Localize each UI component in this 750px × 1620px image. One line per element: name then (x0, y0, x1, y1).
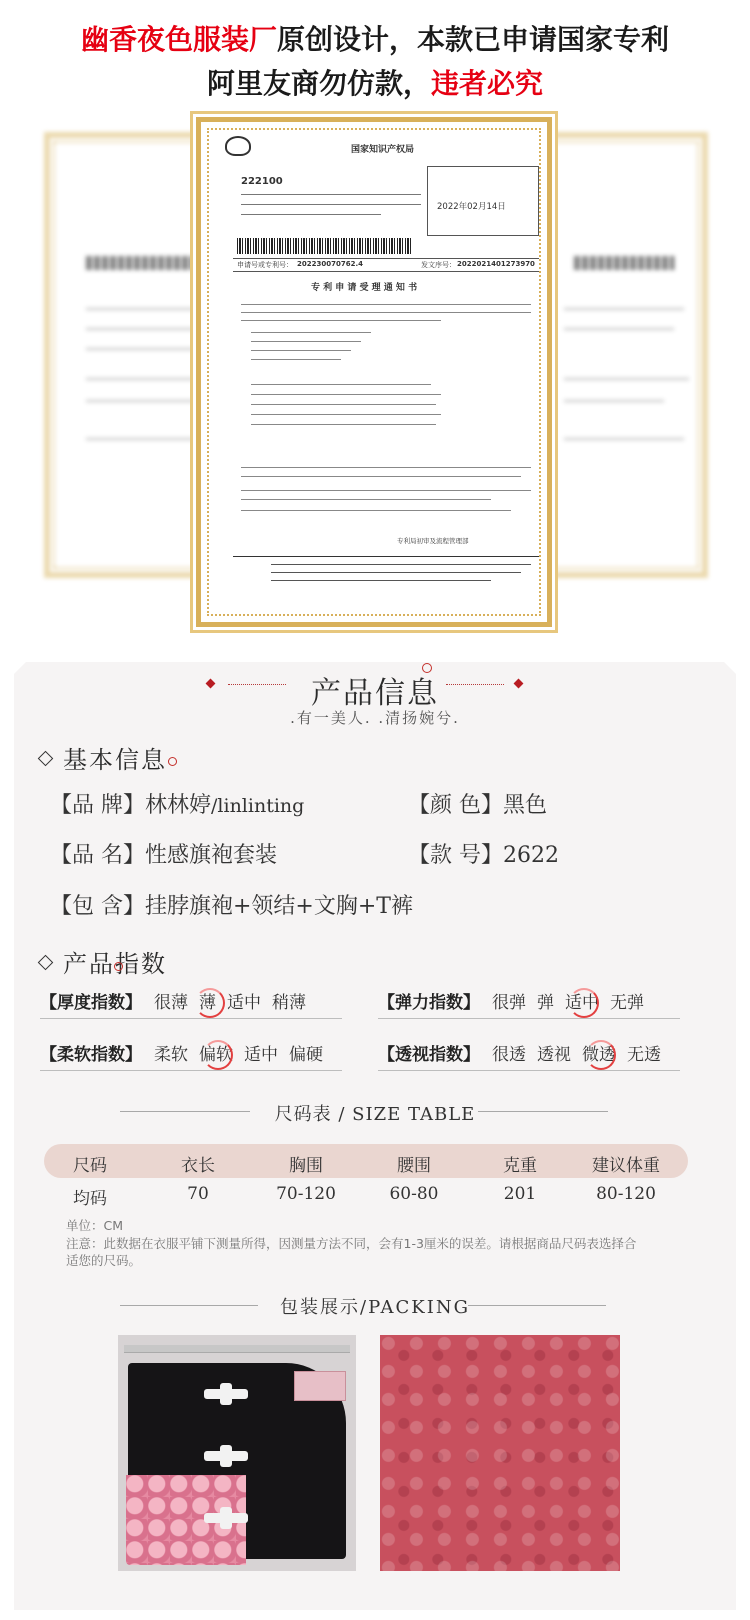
frog-button-icon (204, 1451, 248, 1461)
cniipa-logo-icon (225, 136, 251, 156)
td-length: 70 (187, 1184, 209, 1204)
index-softness (40, 1040, 334, 1065)
index-option: 很透 (492, 1045, 526, 1065)
header-line-2 (0, 62, 750, 102)
td-weight: 201 (503, 1184, 537, 1204)
brand-tag (294, 1371, 346, 1401)
product-info-title: 产品信息 (311, 676, 439, 711)
index-option: 偏硬 (289, 1045, 323, 1065)
heading-circle-deco (168, 757, 177, 766)
index-option-selected: 微透 (582, 1040, 616, 1065)
index-option-selected: 适中 (565, 988, 599, 1013)
factory-name: 幽香夜色服装厂 (80, 23, 277, 56)
app-no: 202230070762.4 (297, 260, 363, 268)
index-label: 【厚度指数】 (40, 993, 142, 1013)
header-line-1 (0, 18, 750, 58)
index-option: 很弹 (492, 993, 526, 1013)
index-option: 透视 (537, 1045, 571, 1065)
frog-button-icon (204, 1513, 248, 1523)
contents-row: 【包 含】挂脖旗袍+领结+文胸+T裤 (50, 894, 413, 919)
dept-name: 专利局初审及流程管理部 (397, 537, 469, 545)
header-line-2-text: 阿里友商勿仿款， (206, 67, 431, 100)
notice-no: 2022021401273970 (457, 260, 535, 268)
td-waist: 60-80 (389, 1184, 439, 1204)
index-option-selected: 薄 (199, 988, 216, 1013)
index-option: 柔软 (154, 1045, 188, 1065)
packing-photo-pink (380, 1335, 620, 1571)
td-size: 均码 (73, 1189, 107, 1209)
packing-title: 包装展示/PACKING (280, 1297, 470, 1318)
th-waist: 腰围 (397, 1156, 431, 1176)
style-no-row: 【款 号】2622 (408, 843, 559, 868)
brand-row: 【品 牌】林林婷/linlinting (50, 793, 305, 818)
certificate-right-blurred (528, 132, 708, 578)
title-circle-deco (422, 663, 432, 673)
index-option: 稍薄 (272, 993, 306, 1013)
index-option: 很薄 (154, 993, 188, 1013)
index-option: 弹 (537, 993, 554, 1013)
postcode: 222100 (241, 176, 283, 187)
index-option: 适中 (244, 1045, 278, 1065)
diamond-bullet-icon (38, 751, 54, 767)
notice-no-label: 发文序号： (421, 261, 456, 269)
index-label: 【弹力指数】 (378, 993, 480, 1013)
agency-name: 国家知识产权局 (351, 145, 415, 155)
product-info-subtitle: .有一美人. .清扬婉兮. (290, 709, 460, 727)
size-unit: 单位：CM (66, 1218, 124, 1233)
index-option: 无弹 (610, 993, 644, 1013)
index-thickness (40, 988, 317, 1013)
index-option: 无透 (627, 1045, 661, 1065)
name-row: 【品 名】性感旗袍套装 (50, 843, 278, 868)
size-note: 注意：此数据在衣服平铺下测量所得，因测量方法不同，会有1-3厘米的误差。请根据商品尺码表选择合适您的尺码。 (66, 1236, 637, 1268)
index-option-selected: 偏软 (199, 1040, 233, 1065)
product-index-heading: 产品指数 (40, 944, 167, 979)
patent-certificate (196, 117, 552, 627)
th-suggested-weight: 建议体重 (592, 1156, 660, 1176)
color-row: 【颜 色】黑色 (408, 793, 548, 818)
th-weight: 克重 (503, 1156, 537, 1176)
header-line-1-text: 原创设计，本款已申请国家专利 (277, 23, 670, 56)
size-table-title: 尺码表 / SIZE TABLE (274, 1104, 476, 1125)
th-length: 衣长 (181, 1156, 215, 1176)
th-size: 尺码 (73, 1156, 107, 1176)
packing-photo-black (118, 1335, 356, 1571)
index-option: 适中 (227, 993, 261, 1013)
barcode (237, 238, 413, 254)
index-elasticity (378, 988, 655, 1013)
notice-title: 专 利 申 请 受 理 通 知 书 (311, 283, 418, 293)
warning-text: 违者必究 (431, 67, 544, 100)
index-label: 【柔软指数】 (40, 1045, 142, 1065)
basic-info-heading: 基本信息 (40, 740, 167, 775)
th-bust: 胸围 (289, 1156, 323, 1176)
index-label: 【透视指数】 (378, 1045, 480, 1065)
frog-button-icon (204, 1389, 248, 1399)
app-no-label: 申请号或专利号： (237, 261, 293, 269)
td-suggested-weight: 80-120 (596, 1184, 656, 1204)
heading-circle-deco (114, 962, 123, 971)
index-transparency (378, 1040, 672, 1065)
issue-date: 2022年02月14日 (437, 202, 506, 212)
diamond-bullet-icon (38, 955, 54, 971)
td-bust: 70-120 (276, 1184, 336, 1204)
